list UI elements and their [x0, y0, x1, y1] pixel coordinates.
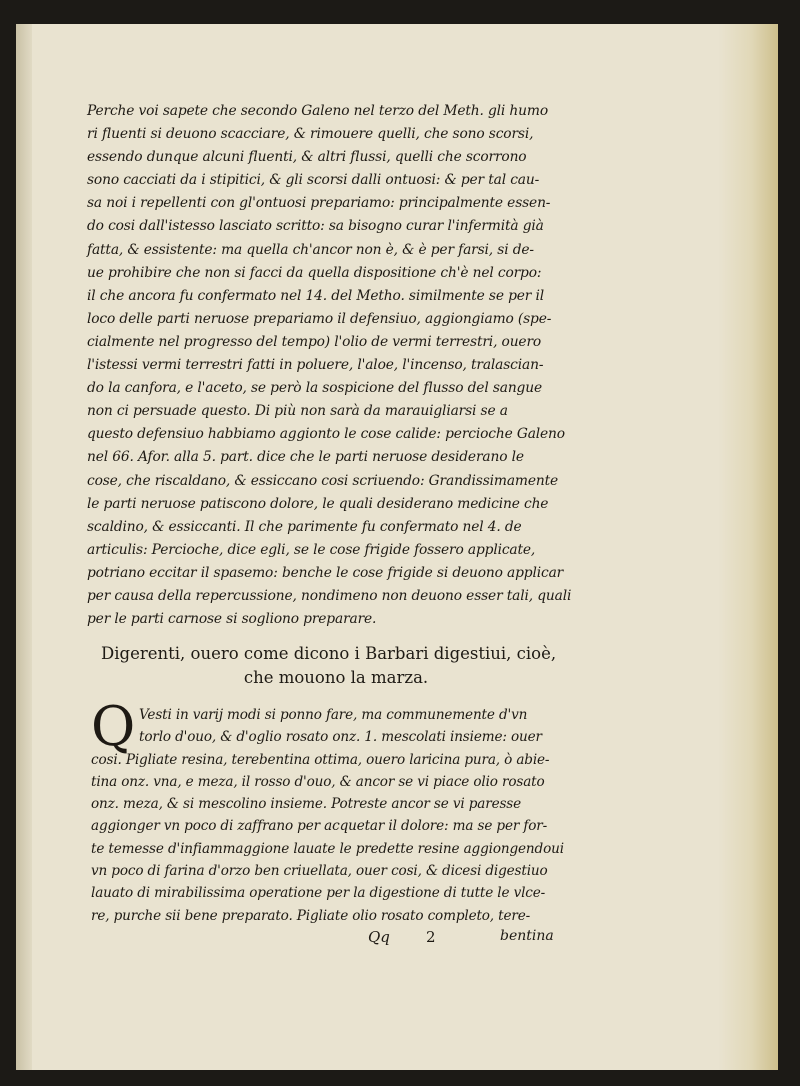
text-line: lauato di mirabilissima operatione per la digestione di tutte le vlce- — [91, 885, 546, 902]
page-gutter — [16, 24, 32, 1070]
text-line: Perche voi sapete che secondo Galeno nel terzo del Meth. gli humo — [87, 103, 548, 119]
heading-line: che mouono la marza. — [243, 668, 429, 687]
paragraph-2 — [91, 695, 591, 927]
text-line: scaldino, & essiccanti. Il che parimente fu confermato nel 4. de — [87, 518, 522, 535]
text-line: re, purche sii bene preparato. Pigliate olio rosato completo, tere- — [91, 907, 531, 924]
text-line: ri fluenti si deuono scacciare, & rimouere quelli, che sono scorsi, — [87, 126, 534, 143]
text-line: onz. meza, & si mescolino insieme. Potreste ancor se vi paresse — [91, 796, 522, 813]
text-line: do cosi dall'istesso lasciato scritto: sa bisogno curar l'infermità già — [87, 218, 544, 235]
book-page — [16, 24, 778, 1070]
text-line: sono cacciati da i stipitici, & gli scorsi dalli ontuosi: & per tal cau- — [87, 172, 540, 189]
text-line: fatta, & essistente: ma quella ch'ancor non è, & è per farsi, si de- — [87, 241, 534, 258]
paragraph-1 — [87, 100, 587, 631]
text-line: torlo d'ouo, & d'oglio rosato onz. 1. mescolati insieme: ouer — [139, 729, 542, 746]
text-line: cialmente nel progresso del tempo) l'olio de vermi terrestri, ouero — [87, 333, 542, 350]
text-line: l'istessi vermi terrestri fatti in poluere, l'aloe, l'incenso, tralascian- — [87, 357, 544, 374]
signature-mark: Qq — [368, 928, 390, 946]
drop-cap: Q — [91, 695, 136, 758]
section-heading — [101, 642, 571, 690]
text-line: do la canfora, e l'aceto, se però la sospicione del flusso del sangue — [87, 380, 542, 397]
text-line: le parti neruose patiscono dolore, le quali desiderano medicine che — [87, 495, 549, 512]
text-line: questo defensiuo habbiamo aggionto le cose calide: percioche Galeno — [87, 426, 565, 443]
text-line: per causa della repercussione, nondimeno non deuono esser tali, quali — [87, 587, 572, 604]
text-line: articulis: Percioche, dice egli, se le cose frigide fossero applicate, — [87, 541, 536, 558]
catchword: bentina — [500, 928, 554, 944]
text-line: loco delle parti neruose prepariamo il defensiuo, aggiongiamo (spe- — [87, 310, 552, 327]
text-line: essendo dunque alcuni fluenti, & altri flussi, quelli che scorrono — [87, 149, 527, 166]
text-line: tina onz. vna, e meza, il rosso d'ouo, & ancor se vi piace olio rosato — [91, 773, 545, 790]
text-line: non ci persuade questo. Di più non sarà da marauigliarsi se a — [87, 403, 508, 420]
text-line: vn poco di farina d'orzo ben criuellata, ouer cosi, & dicesi digestiuo — [91, 863, 548, 880]
page-fore-edge — [718, 24, 778, 1070]
text-line: cosi. Pigliate resina, terebentina ottima, ouero laricina pura, ò abie- — [91, 751, 550, 768]
text-line: ue prohibire che non si facci da quella dispositione ch'è nel corpo: — [87, 264, 542, 281]
text-line: cose, che riscaldano, & essiccano cosi scriuendo: Grandissimamente — [87, 472, 558, 489]
text-line: per le parti carnose si sogliono preparare. — [87, 611, 377, 628]
text-line: aggionger vn poco di zaffrano per acquetar il dolore: ma se per for- — [91, 818, 548, 835]
text-line: nel 66. Afor. alla 5. part. dice che le parti neruose desiderano le — [87, 449, 524, 466]
signature-number: 2 — [426, 928, 436, 946]
text-line: potriano eccitar il spasemo: benche le cose frigide si deuono applicar — [87, 564, 564, 581]
heading-line: Digerenti, ouero come dicono i Barbari digestiui, cioè, — [101, 644, 557, 663]
text-line: te temesse d'infiammaggione lauate le predette resine aggiongendoui — [91, 840, 564, 857]
text-line: sa noi i repellenti con gl'ontuosi prepariamo: principalmente essen- — [87, 195, 551, 212]
text-line: Vesti in varij modi si ponno fare, ma communemente d'vn — [139, 707, 528, 723]
text-line: il che ancora fu confermato nel 14. del Metho. similmente se per il — [87, 287, 544, 304]
